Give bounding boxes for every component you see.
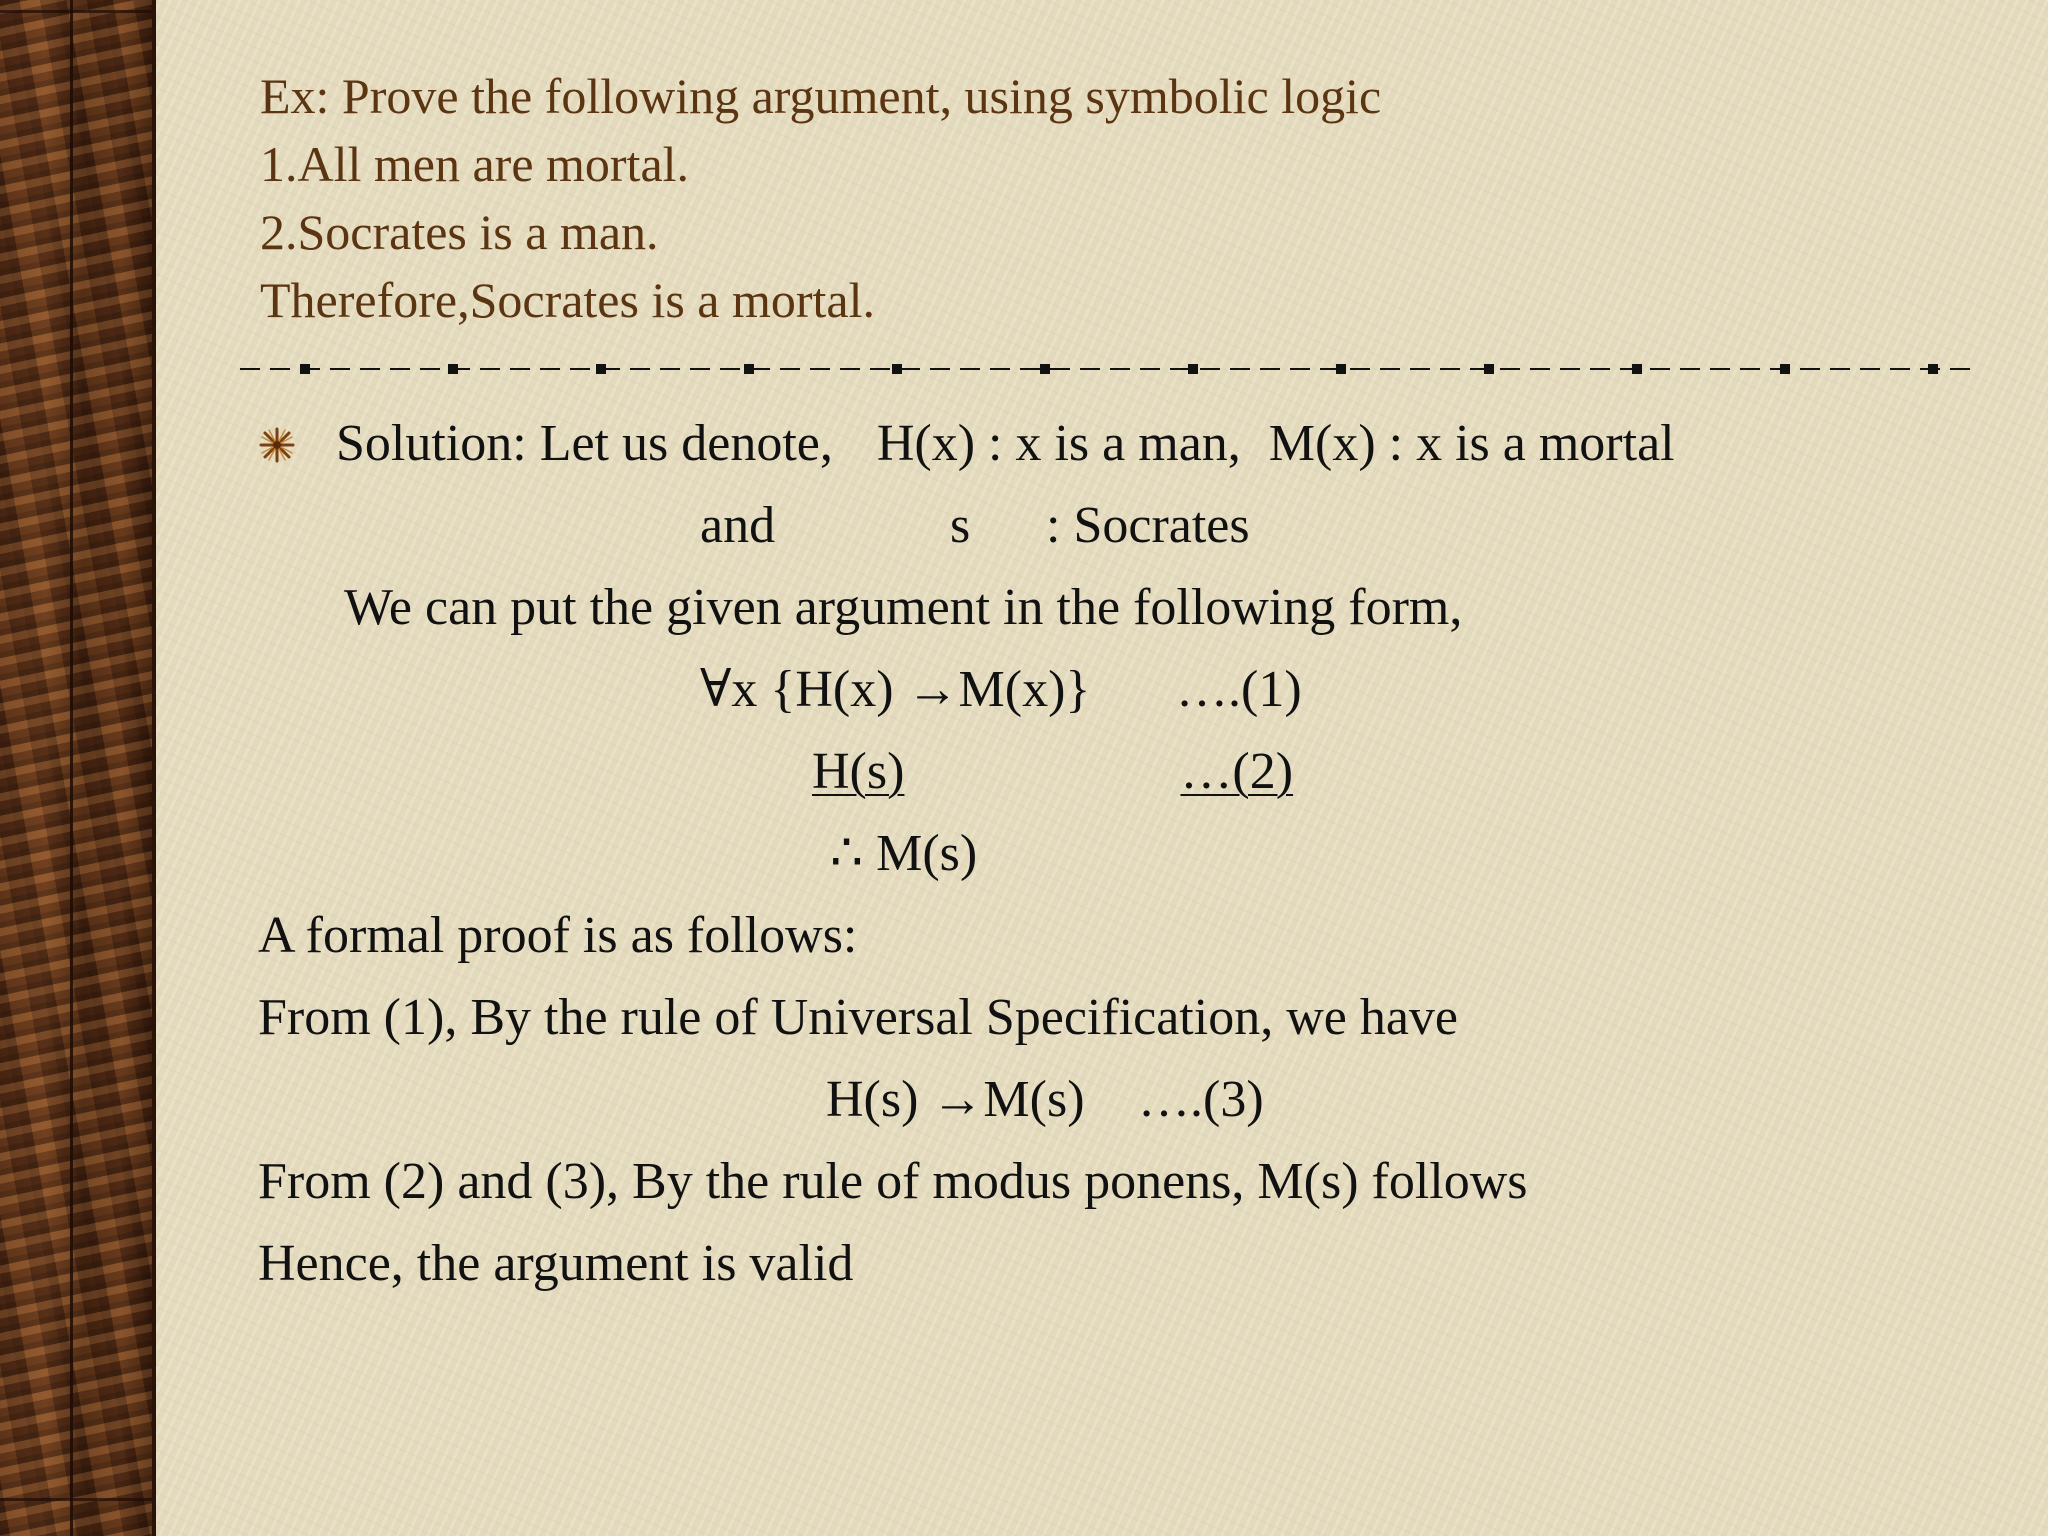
solution-intro-line xyxy=(336,414,1675,474)
heading-line-1: Ex: Prove the following argument, using symbolic logic xyxy=(260,68,1382,124)
divider-dot xyxy=(1040,364,1050,374)
divider-dot xyxy=(1336,364,1346,374)
wood-border-edge xyxy=(152,0,156,1536)
premise-2-line xyxy=(812,742,1308,802)
starburst-bullet-icon xyxy=(258,426,296,464)
definition-h: H(x) : x is a man, xyxy=(876,415,1241,472)
s-definition: : Socrates xyxy=(1046,497,1250,554)
final-statement: Hence, the argument is valid xyxy=(258,1235,854,1292)
proof-intro: A formal proof is as follows: xyxy=(258,907,858,964)
put-form-text: We can put the given argument in the following form, xyxy=(344,579,1463,636)
divider-dot xyxy=(596,364,606,374)
wood-border xyxy=(0,0,152,1536)
and-word: and xyxy=(700,497,776,554)
s-symbol: s xyxy=(950,497,971,554)
proof-step-1: From (1), By the rule of Universal Specification, we have xyxy=(258,989,1458,1046)
heading-line-2: 1.All men are mortal. xyxy=(260,136,690,192)
premise-2-expression: H(s) xyxy=(812,743,905,800)
divider-dot xyxy=(448,364,458,374)
heading-line-4: Therefore,Socrates is a mortal. xyxy=(260,272,876,328)
divider-dot xyxy=(1780,364,1790,374)
premise-1-expression: ∀x {H(x) →M(x)} xyxy=(700,661,1091,718)
divider-dot xyxy=(1928,364,1938,374)
definition-m: M(x) : x is a mortal xyxy=(1268,415,1675,472)
proof-step-2: From (2) and (3), By the rule of modus ponens, M(s) follows xyxy=(258,1153,1528,1210)
premise-1-reference: ….(1) xyxy=(1176,661,1302,718)
divider-dot xyxy=(1632,364,1642,374)
divider-dot xyxy=(300,364,310,374)
solution-intro: Solution: Let us denote, xyxy=(336,415,833,472)
step-1-reference: ….(3) xyxy=(1138,1071,1264,1128)
dash-dot-divider xyxy=(240,362,1980,376)
divider-dot xyxy=(1484,364,1494,374)
step-1-expression: H(s) →M(s) xyxy=(826,1071,1085,1128)
conclusion: ∴ M(s) xyxy=(830,825,978,882)
divider-dot xyxy=(892,364,902,374)
heading-block xyxy=(260,62,1381,334)
divider-dot xyxy=(744,364,754,374)
heading-line-3: 2.Socrates is a man. xyxy=(260,204,659,260)
divider-dot xyxy=(1188,364,1198,374)
premise-2-reference: …(2) xyxy=(1180,743,1294,800)
